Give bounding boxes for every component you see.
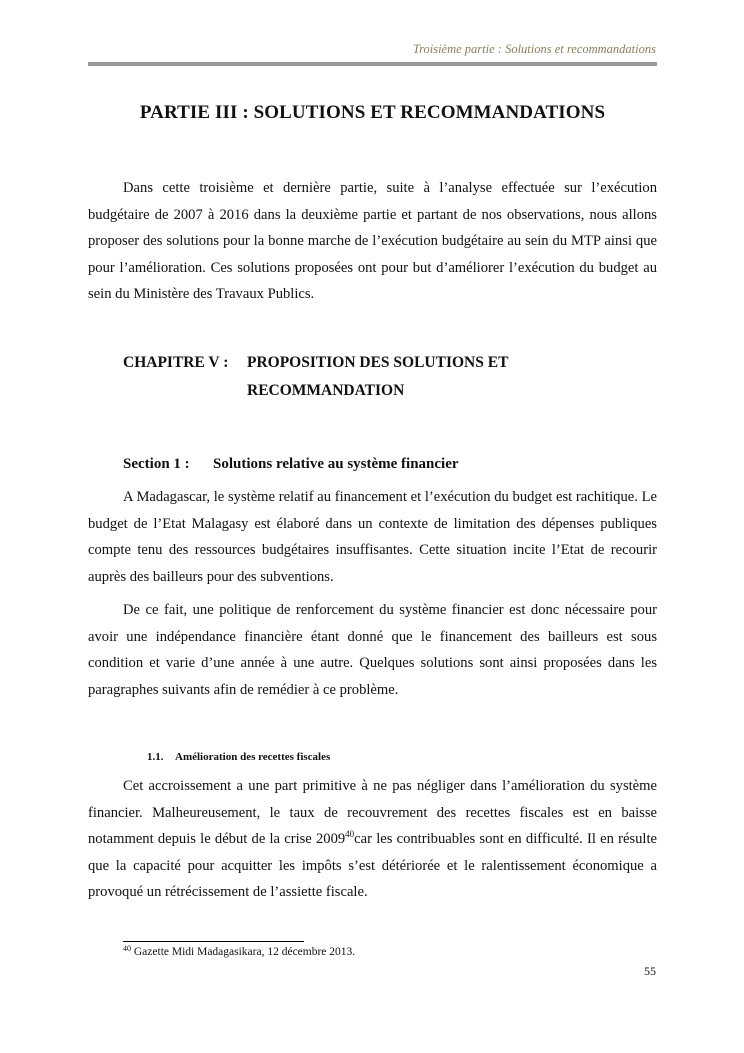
footnote [123, 946, 355, 958]
footnote-text: Gazette Midi Madagasikara, 12 décembre 2013. [131, 946, 356, 958]
header-rule [88, 62, 657, 66]
section-title: Solutions relative au système financier [213, 456, 459, 472]
subsection-title: Amélioration des recettes fiscales [175, 751, 331, 763]
part-title: PARTIE III : SOLUTIONS ET RECOMMANDATIONS [139, 102, 606, 123]
chapter-label: CHAPITRE V : [123, 354, 229, 371]
section-paragraph-1: A Madagascar, le système relatif au financement et l’exécution du budget est rachitique. Le budget de l’Etat Malagasy est élaboré dans un contexte de limitation des dépenses publiques compte tenu des ressources budgétaires insuffisantes. Cette situation incite l’Etat de recourir auprès des bailleurs pour des subventions. [88, 489, 657, 585]
section-heading [123, 456, 459, 473]
subsection-number: 1.1. [147, 751, 164, 763]
subsection-heading [147, 751, 330, 763]
subsection-paragraph [88, 773, 657, 906]
section-label: Section 1 : [123, 456, 190, 472]
paragraph-text-after-note: car les contribuables sont en difficulté. Il en résulte que la capacité pour acquitter les impôts s’est détériorée et le ralentissement économique a provoqué un rétrécissement de l’assiette fiscale. [88, 831, 657, 901]
chapter-title: PROPOSITION DES SOLUTIONS ET RECOMMANDATION [247, 354, 509, 399]
intro-paragraph: Dans cette troisième et dernière partie, suite à l’analyse effectuée sur l’exécution budgétaire de 2007 à 2016 dans la deuxième partie et partant de nos observations, nous allons proposer des solutions pour la bonne marche de l’exécution budgétaire au sein du MTP ainsi que pour l’amélioration. Ces solutions proposées ont pour but d’améliorer l’exécution du budget au sein du Ministère des Travaux Publics. [88, 180, 657, 303]
footnote-number: 40 [123, 944, 131, 953]
footnote-separator [123, 941, 304, 942]
footnote-reference[interactable]: 40 [345, 829, 355, 840]
running-header: Troisième partie : Solutions et recommandations [412, 42, 656, 56]
section-paragraph-2: De ce fait, une politique de renforcement du système financier est donc nécessaire pour avoir une indépendance financière étant donné que le financement des bailleurs est sous condition et varie d’une année à une autre. Quelques solutions sont ainsi proposées dans les paragraphes suivants afin de remédier à ce problème. [88, 602, 657, 698]
paragraph-text-before-note: Cet accroissement a une part primitive à ne pas négliger dans l’amélioration du système financier. Malheureusement, le taux de recouvrement des recettes fiscales est en baisse notamment depuis le début de la crise 2009 [88, 778, 657, 848]
page-number: 55 [644, 964, 656, 978]
